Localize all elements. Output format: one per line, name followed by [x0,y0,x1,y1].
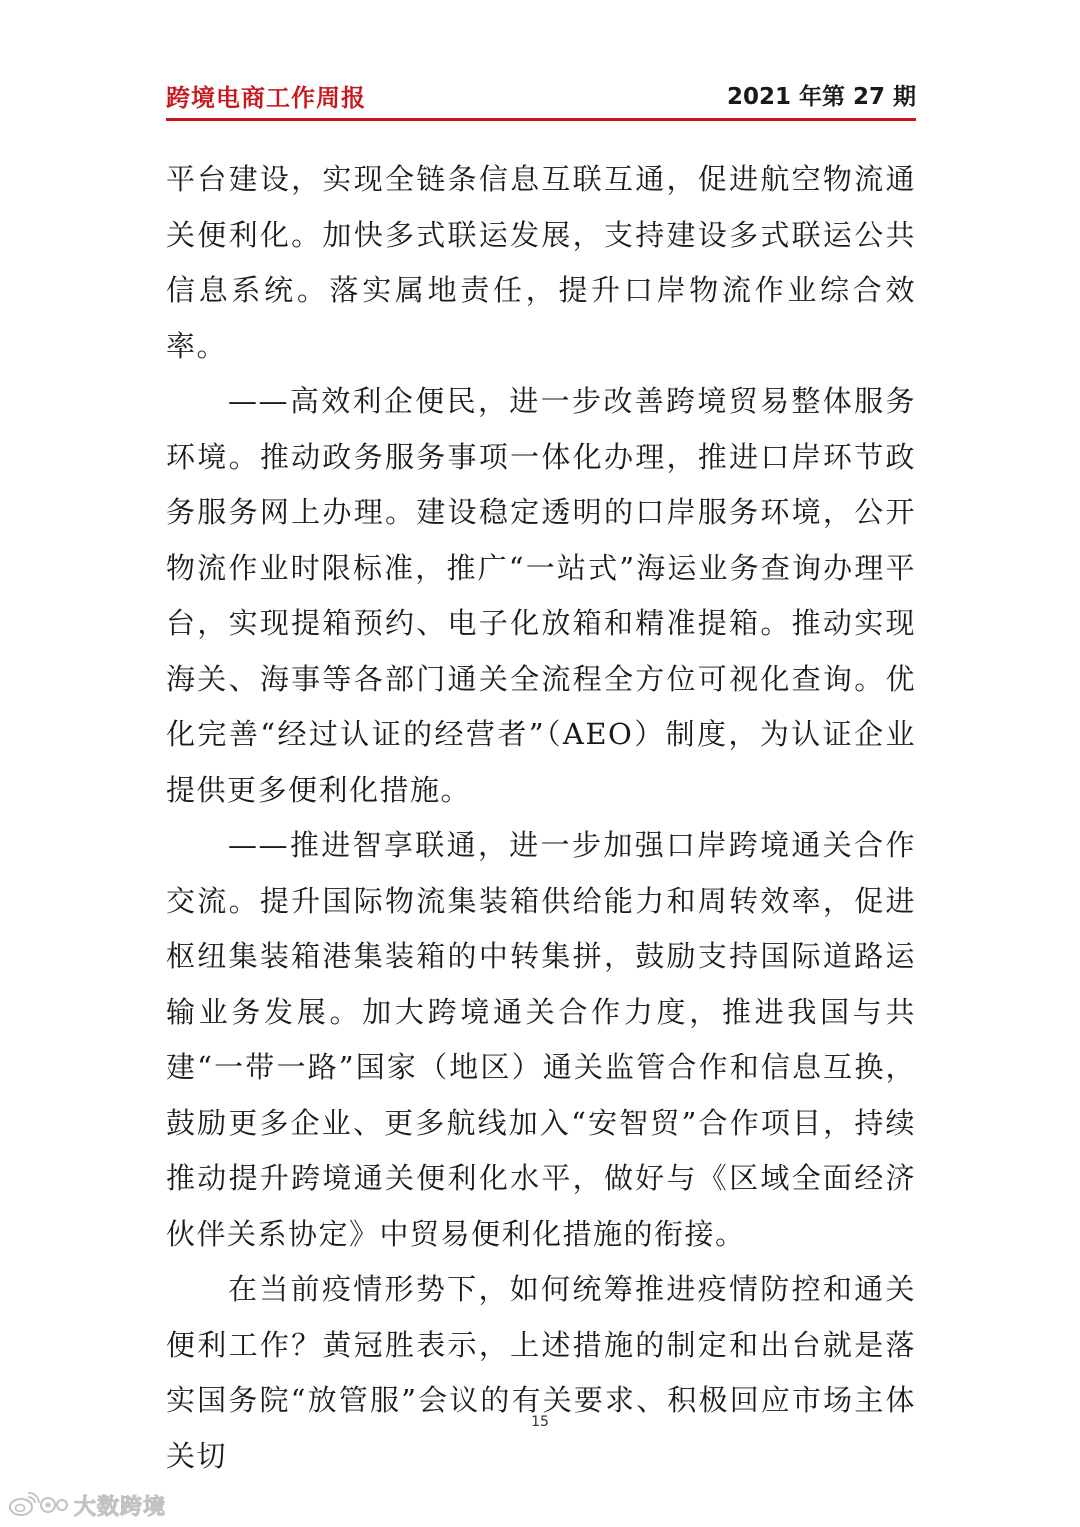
paragraph: ——推进智享联通，进一步加强口岸跨境通关合作交流。提升国际物流集装箱供给能力和周转效率，促进枢纽集装箱港集装箱的中转集拼，鼓励支持国际道路运输业务发展。加大跨境通关合作力度，推进我国与共建“一带一路”国家（地区）通关监管合作和信息互换，鼓励更多企业、更多航线加入“安智贸”合作项目，持续推动提升跨境通关便利化水平，做好与《区域全面经济伙伴关系协定》中贸易便利化措施的衔接。 [166,828,916,1251]
paragraph: 平台建设，实现全链条信息互联互通，促进航空物流通关便利化。加快多式联运发展，支持建设多式联运公共信息系统。落实属地责任，提升口岸物流作业综合效率。 [166,162,916,363]
header-divider [166,118,916,121]
weibo-logo-icon [8,1492,70,1518]
watermark-text: 大数跨境 [74,1494,167,1520]
watermark [8,1488,166,1522]
page-number: 15 [531,1414,549,1430]
paragraph: ——高效利企便民，进一步改善跨境贸易整体服务环境。推动政务服务事项一体化办理，推进口岸环节政务服务网上办理。建设稳定透明的口岸服务环境，公开物流作业时限标准，推广“一站式”海运业务查询办理平台，实现提箱预约、电子化放箱和精准提箱。推动实现海关、海事等各部门通关全流程全方位可视化查询。优化完善“经过认证的经营者”（AEO）制度，为认证企业提供更多便利化措施。 [166,384,916,807]
page-header [166,72,916,116]
paragraph: 在当前疫情形势下，如何统筹推进疫情防控和通关便利工作？黄冠胜表示，上述措施的制定和出台就是落实国务院“放管服”会议的有关要求、积极回应市场主体关切 [166,1272,916,1473]
article-body [166,152,916,1484]
issue-number: 2021 年第 27 期 [726,84,916,110]
publication-title: 跨境电商工作周报 [166,84,366,112]
